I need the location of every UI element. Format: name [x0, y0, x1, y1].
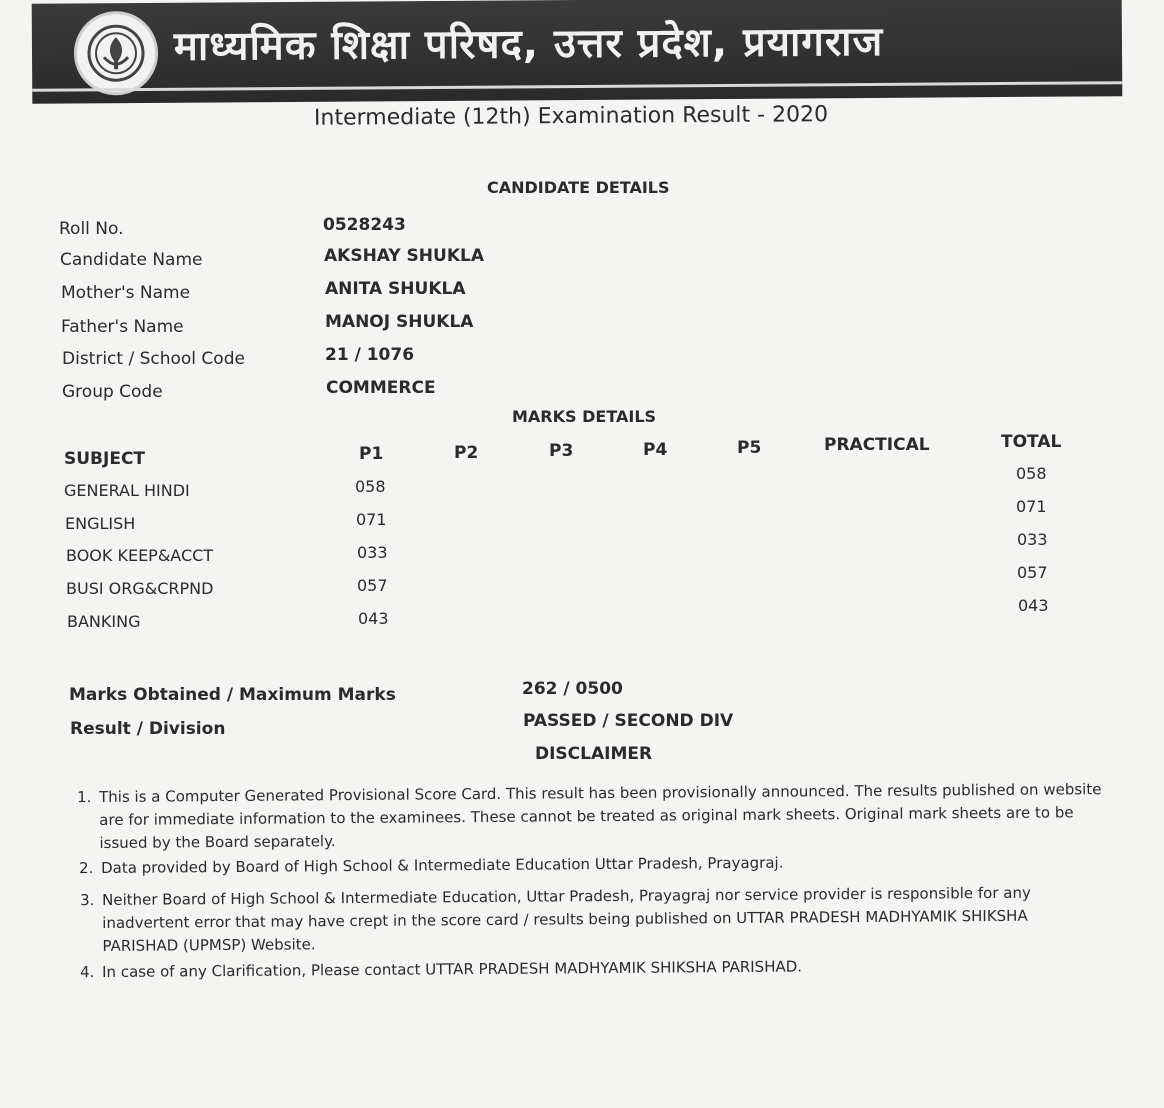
disclaimer-item — [77, 778, 1108, 855]
disclaimer-item — [80, 953, 1106, 984]
subject-cell: BOOK KEEP&ACCT — [66, 546, 214, 565]
marks-details-heading: MARKS DETAILS — [512, 407, 657, 426]
marks-obtained-value: 262 / 0500 — [522, 679, 623, 699]
marks-obtained-label: Marks Obtained / Maximum Marks — [69, 685, 396, 705]
total-cell: 033 — [1017, 530, 1048, 549]
p1-cell: 033 — [357, 543, 388, 562]
col-subject: SUBJECT — [64, 449, 146, 469]
p1-cell: 071 — [356, 510, 387, 529]
total-cell: 058 — [1016, 464, 1047, 483]
disclaimer-text: In case of any Clarification, Please contact UTTAR PRADESH MADHYAMIK SHIKSHA PARISHAD. — [102, 957, 803, 981]
disclaimer-number: 3. — [80, 891, 95, 910]
col-total: TOTAL — [1001, 432, 1062, 452]
disclaimer-text: Neither Board of High School & Intermediate Education, Uttar Pradesh, Prayagraj nor service provider is responsible for any inadvertent error that may have crept in the score card / results being published on UTTAR PRADESH MADHYAMIK SHIKSHA PARISHAD (UPMSP) Website. — [102, 883, 1031, 955]
result-division-value: PASSED / SECOND DIV — [523, 711, 734, 731]
candidate-name-value: AKSHAY SHUKLA — [324, 246, 484, 266]
roll-no-label: Roll No. — [59, 219, 124, 239]
disclaimer-heading: DISCLAIMER — [535, 744, 653, 764]
col-practical: PRACTICAL — [824, 435, 930, 455]
exam-title: Intermediate (12th) Examination Result - 2020 — [313, 102, 829, 131]
header-band — [32, 0, 1123, 104]
upmsp-emblem-icon — [74, 11, 159, 96]
result-division-label: Result / Division — [70, 719, 226, 739]
disclaimer-number: 4. — [80, 963, 95, 982]
disclaimer-number: 2. — [79, 859, 94, 878]
subject-cell: GENERAL HINDI — [64, 481, 190, 500]
total-cell: 043 — [1018, 596, 1049, 615]
header-rule — [32, 81, 1122, 92]
district-school-code-value: 21 / 1076 — [325, 345, 415, 365]
roll-no-value: 0528243 — [323, 215, 406, 235]
candidate-name-label: Candidate Name — [60, 250, 203, 270]
mothers-name-value: ANITA SHUKLA — [325, 279, 466, 299]
disclaimer-text: This is a Computer Generated Provisional Score Card. This result has been provisionally announced. The results published on website are for immediate information to the examinees. These cannot be treated as original mark sheets. Original mark sheets are to be issued by the Board separately. — [99, 780, 1102, 852]
disclaimer-number: 1. — [77, 788, 92, 807]
col-p5: P5 — [737, 438, 762, 458]
subject-cell: ENGLISH — [65, 514, 136, 533]
p1-cell: 057 — [357, 576, 388, 595]
group-code-label: Group Code — [62, 382, 163, 402]
col-p1: P1 — [359, 444, 384, 464]
board-title: माध्यमिक शिक्षा परिषद, उत्तर प्रदेश, प्रयागराज — [173, 18, 884, 70]
total-cell: 057 — [1017, 563, 1048, 582]
subject-cell: BUSI ORG&CRPND — [66, 579, 214, 598]
col-p4: P4 — [643, 440, 668, 460]
candidate-details-heading: CANDIDATE DETAILS — [487, 178, 670, 197]
fathers-name-label: Father's Name — [61, 317, 184, 337]
subject-cell: BANKING — [67, 612, 141, 631]
disclaimer-item — [80, 881, 1107, 958]
group-code-value: COMMERCE — [326, 378, 436, 398]
district-school-code-label: District / School Code — [62, 349, 245, 369]
total-cell: 071 — [1016, 497, 1047, 516]
p1-cell: 043 — [358, 609, 389, 628]
col-p2: P2 — [454, 443, 479, 463]
disclaimer-text: Data provided by Board of High School & Intermediate Education Uttar Pradesh, Prayagraj. — [101, 853, 784, 877]
fathers-name-value: MANOJ SHUKLA — [325, 312, 474, 332]
p1-cell: 058 — [355, 477, 386, 496]
mothers-name-label: Mother's Name — [61, 283, 191, 303]
col-p3: P3 — [549, 441, 574, 461]
